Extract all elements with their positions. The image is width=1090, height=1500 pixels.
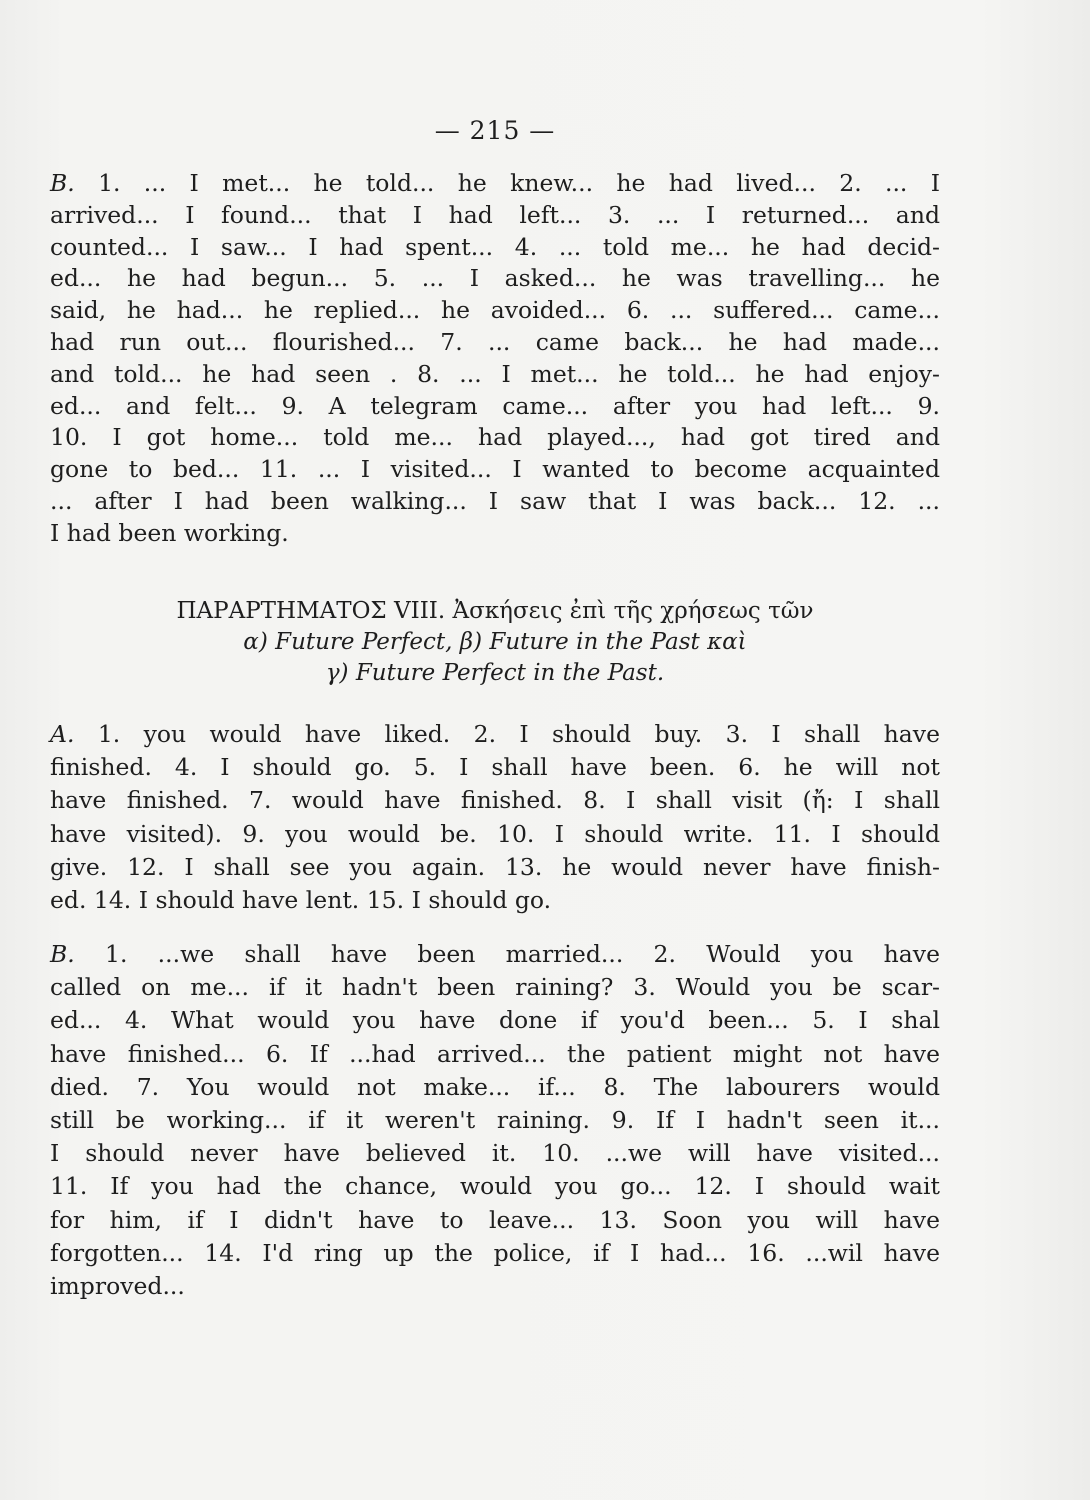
text-line: had run out... flourished... 7. ... came back... he had made... xyxy=(50,327,940,356)
text-line: ... after I had been walking... I saw that I was back... 12. ... xyxy=(50,486,940,515)
text-line: ed... 4. What would you have done if you'd been... 5. I shal xyxy=(50,1006,940,1035)
heading-line-3: γ) Future Perfect in the Past. xyxy=(325,660,665,686)
text-line: I had been working. xyxy=(50,518,289,547)
text-line: B. 1. ...we shall have been married... 2. Would you have xyxy=(50,940,940,968)
text-line: B. 1. ... I met... he told... he knew... he had lived... 2. ... I xyxy=(50,169,940,197)
text-line: improved... xyxy=(50,1271,185,1300)
section-b-answers-future xyxy=(50,938,940,1303)
text-line: A. 1. you would have liked. 2. I should buy. 3. I shall have xyxy=(50,720,940,748)
heading-line-2: α) Future Perfect, β) Future in the Past καὶ xyxy=(243,629,747,655)
text-line: I should never have believed it. 10. ...we will have visited... xyxy=(50,1139,940,1168)
text-line: and told... he had seen . 8. ... I met... he told... he had enjoy- xyxy=(50,359,940,388)
section-label: B. xyxy=(50,940,75,968)
text-line: have finished... 6. If ...had arrived... the patient might not have xyxy=(50,1039,940,1068)
text-line: said, he had... he replied... he avoided... 6. ... suffered... came... xyxy=(50,296,940,325)
text-line: have finished. 7. would have finished. 8. I shall visit (ἤ: I shall xyxy=(50,786,940,815)
section-a-answers xyxy=(50,718,940,917)
text-line: arrived... I found... that I had left... 3. ... I returned... and xyxy=(50,200,940,229)
text-line: died. 7. You would not make... if... 8. The labourers would xyxy=(50,1072,940,1101)
section-label: A. xyxy=(50,720,75,748)
text-line: ed... and felt... 9. A telegram came... after you had left... 9. xyxy=(50,391,940,420)
text-line: for him, if I didn't have to leave... 13. Soon you will have xyxy=(50,1205,940,1234)
text-line: still be working... if it weren't raining. 9. If I hadn't seen it... xyxy=(50,1105,940,1134)
text-line: have visited). 9. you would be. 10. I should write. 11. I should xyxy=(50,819,940,848)
text-line: ed... he had begun... 5. ... I asked... he was travelling... he xyxy=(50,264,940,293)
text-line: 10. I got home... told me... had played..., had got tired and xyxy=(50,423,940,452)
text-line: give. 12. I shall see you again. 13. he would never have finish- xyxy=(50,852,940,881)
text-line: finished. 4. I should go. 5. I shall have been. 6. he will not xyxy=(50,753,940,782)
text-line: counted... I saw... I had spent... 4. ... told me... he had decid- xyxy=(50,232,940,261)
appendix-heading xyxy=(50,596,940,689)
text-line: gone to bed... 11. ... I visited... I wanted to become acquainted xyxy=(50,455,940,484)
section-b-answers-past-perfect xyxy=(50,168,940,550)
heading-line-1: ΠΑΡΑΡΤΗΜΑΤΟΣ VIII. Ἀσκήσεις ἐπὶ τῆς χρήσεως τῶν xyxy=(176,598,814,624)
text-line: forgotten... 14. I'd ring up the police, if I had... 16. ...wil have xyxy=(50,1238,940,1267)
text-line: 11. If you had the chance, would you go... 12. I should wait xyxy=(50,1172,940,1201)
page-number: — 215 — xyxy=(434,116,556,145)
text-line: called on me... if it hadn't been raining? 3. Would you be scar- xyxy=(50,973,940,1002)
text-line: ed. 14. I should have lent. 15. I should go. xyxy=(50,885,552,914)
section-label: B. xyxy=(50,169,75,197)
